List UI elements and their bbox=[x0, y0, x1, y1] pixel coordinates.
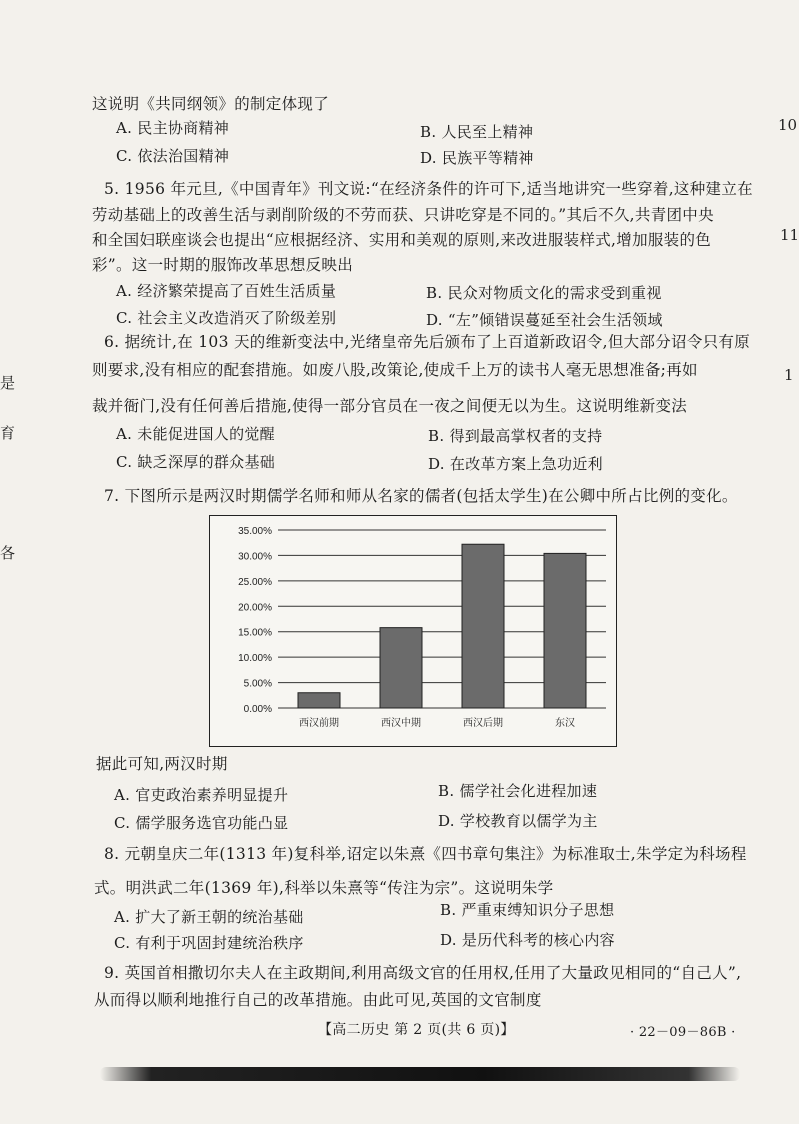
q6-line-1: 6. 据统计,在 103 天的维新变法中,光绪皇帝先后颁布了上百道新政诏令,但大部分诏令只有原 bbox=[104, 333, 751, 351]
q4-option-a: A. 民主协商精神 bbox=[116, 119, 230, 137]
q5-line-1: 5. 1956 年元旦,《中国青年》刊文说:“在经济条件的许可下,适当地讲究一些穿着,这种建立在 bbox=[104, 180, 753, 198]
q4-option-d: D. 民族平等精神 bbox=[420, 149, 534, 167]
y-tick-label: 15.00% bbox=[238, 627, 272, 639]
q8-option-b: B. 严重束缚知识分子思想 bbox=[440, 901, 615, 919]
q8-line-1: 8. 元朝皇庆二年(1313 年)复科举,诏定以朱熹《四书章句集注》为标准取士,朱学定为科场程 bbox=[104, 845, 747, 863]
q5-option-c: C. 社会主义改造消灭了阶级差别 bbox=[116, 309, 337, 327]
q4-stem-end: 这说明《共同纲领》的制定体现了 bbox=[92, 95, 330, 113]
margin-fragment: 各 bbox=[0, 544, 16, 562]
y-tick-label: 5.00% bbox=[243, 678, 272, 690]
q8-option-c: C. 有利于巩固封建统治秩序 bbox=[114, 934, 304, 952]
q6-line-3: 裁并衙门,没有任何善后措施,使得一部分官员在一夜之间便无以为生。这说明维新变法 bbox=[92, 397, 688, 415]
q5-option-a: A. 经济繁荣提高了百姓生活质量 bbox=[116, 282, 337, 300]
q8-line-2: 式。明洪武二年(1369 年),科举以朱熹等“传注为宗”。这说明朱学 bbox=[94, 879, 554, 897]
y-tick-label: 20.00% bbox=[238, 602, 272, 614]
q9-line-2: 从而得以顺利地推行自己的改革措施。由此可见,英国的文官制度 bbox=[94, 991, 542, 1009]
page-footer: 【高二历史 第 2 页(共 6 页)】 bbox=[318, 1022, 515, 1038]
y-tick-label: 35.00% bbox=[238, 526, 272, 537]
margin-fragment: 是 bbox=[0, 374, 16, 392]
bar bbox=[298, 693, 340, 708]
q9-line-1: 9. 英国首相撒切尔夫人在主政期间,利用高级文官的任用权,任用了大量政见相同的“自己人”, bbox=[104, 964, 742, 982]
y-tick-label: 10.00% bbox=[238, 653, 272, 665]
q7-after: 据此可知,两汉时期 bbox=[96, 755, 228, 773]
q7-option-a: A. 官吏政治素养明显提升 bbox=[114, 786, 289, 804]
x-tick-label: 西汉后期 bbox=[463, 718, 503, 729]
x-tick-label: 东汉 bbox=[555, 718, 575, 729]
q5-option-d: D. “左”倾错误蔓延至社会生活领域 bbox=[426, 311, 663, 329]
q6-option-a: A. 未能促进国人的觉醒 bbox=[116, 425, 275, 443]
q5-line-3: 和全国妇联座谈会也提出“应根据经济、实用和美观的原则,来改进服装样式,增加服装的色 bbox=[92, 231, 712, 249]
margin-fragment: 育 bbox=[0, 424, 16, 442]
q8-option-a: A. 扩大了新王朝的统治基础 bbox=[114, 908, 304, 926]
q5-option-b: B. 民众对物质文化的需求受到重视 bbox=[426, 284, 662, 302]
margin-fragment: 10 bbox=[778, 116, 798, 134]
q5-line-4: 彩”。这一时期的服饰改革思想反映出 bbox=[92, 256, 354, 274]
q4-option-c: C. 依法治国精神 bbox=[116, 147, 230, 165]
q7-option-c: C. 儒学服务选官功能凸显 bbox=[114, 814, 289, 832]
bar bbox=[380, 628, 422, 708]
y-tick-label: 30.00% bbox=[238, 551, 272, 563]
q7-stem: 7. 下图所示是两汉时期儒学名师和师从名家的儒者(包括太学生)在公卿中所占比例的变化。 bbox=[104, 487, 738, 505]
q6-option-b: B. 得到最高掌权者的支持 bbox=[428, 427, 603, 445]
bar bbox=[462, 544, 504, 708]
scan-shadow bbox=[100, 1067, 740, 1081]
q6-option-c: C. 缺乏深厚的群众基础 bbox=[116, 453, 276, 471]
y-tick-label: 25.00% bbox=[238, 576, 272, 588]
x-tick-label: 西汉中期 bbox=[381, 718, 421, 729]
y-tick-label: 0.00% bbox=[243, 704, 272, 715]
q6-option-d: D. 在改革方案上急功近利 bbox=[428, 455, 603, 473]
q8-option-d: D. 是历代科考的核心内容 bbox=[440, 931, 615, 949]
footer-code: · 22－09－86B · bbox=[630, 1025, 736, 1040]
margin-fragment: 1 bbox=[784, 366, 794, 384]
q6-line-2: 则要求,没有相应的配套措施。如废八股,改策论,使成千上万的读书人毫无思想准备;再如 bbox=[92, 361, 698, 379]
bar bbox=[544, 553, 586, 708]
x-tick-label: 西汉前期 bbox=[299, 718, 339, 729]
bar-chart bbox=[209, 515, 617, 747]
q5-line-2: 劳动基础上的改善生活与剥削阶级的不劳而获、只讲吃穿是不同的。”其后不久,共青团中央 bbox=[92, 206, 714, 224]
margin-fragment: 11 bbox=[780, 226, 799, 244]
q7-option-b: B. 儒学社会化进程加速 bbox=[438, 782, 598, 800]
bar-chart-svg bbox=[210, 516, 616, 746]
q7-option-d: D. 学校教育以儒学为主 bbox=[438, 812, 598, 830]
q4-option-b: B. 人民至上精神 bbox=[420, 123, 534, 141]
